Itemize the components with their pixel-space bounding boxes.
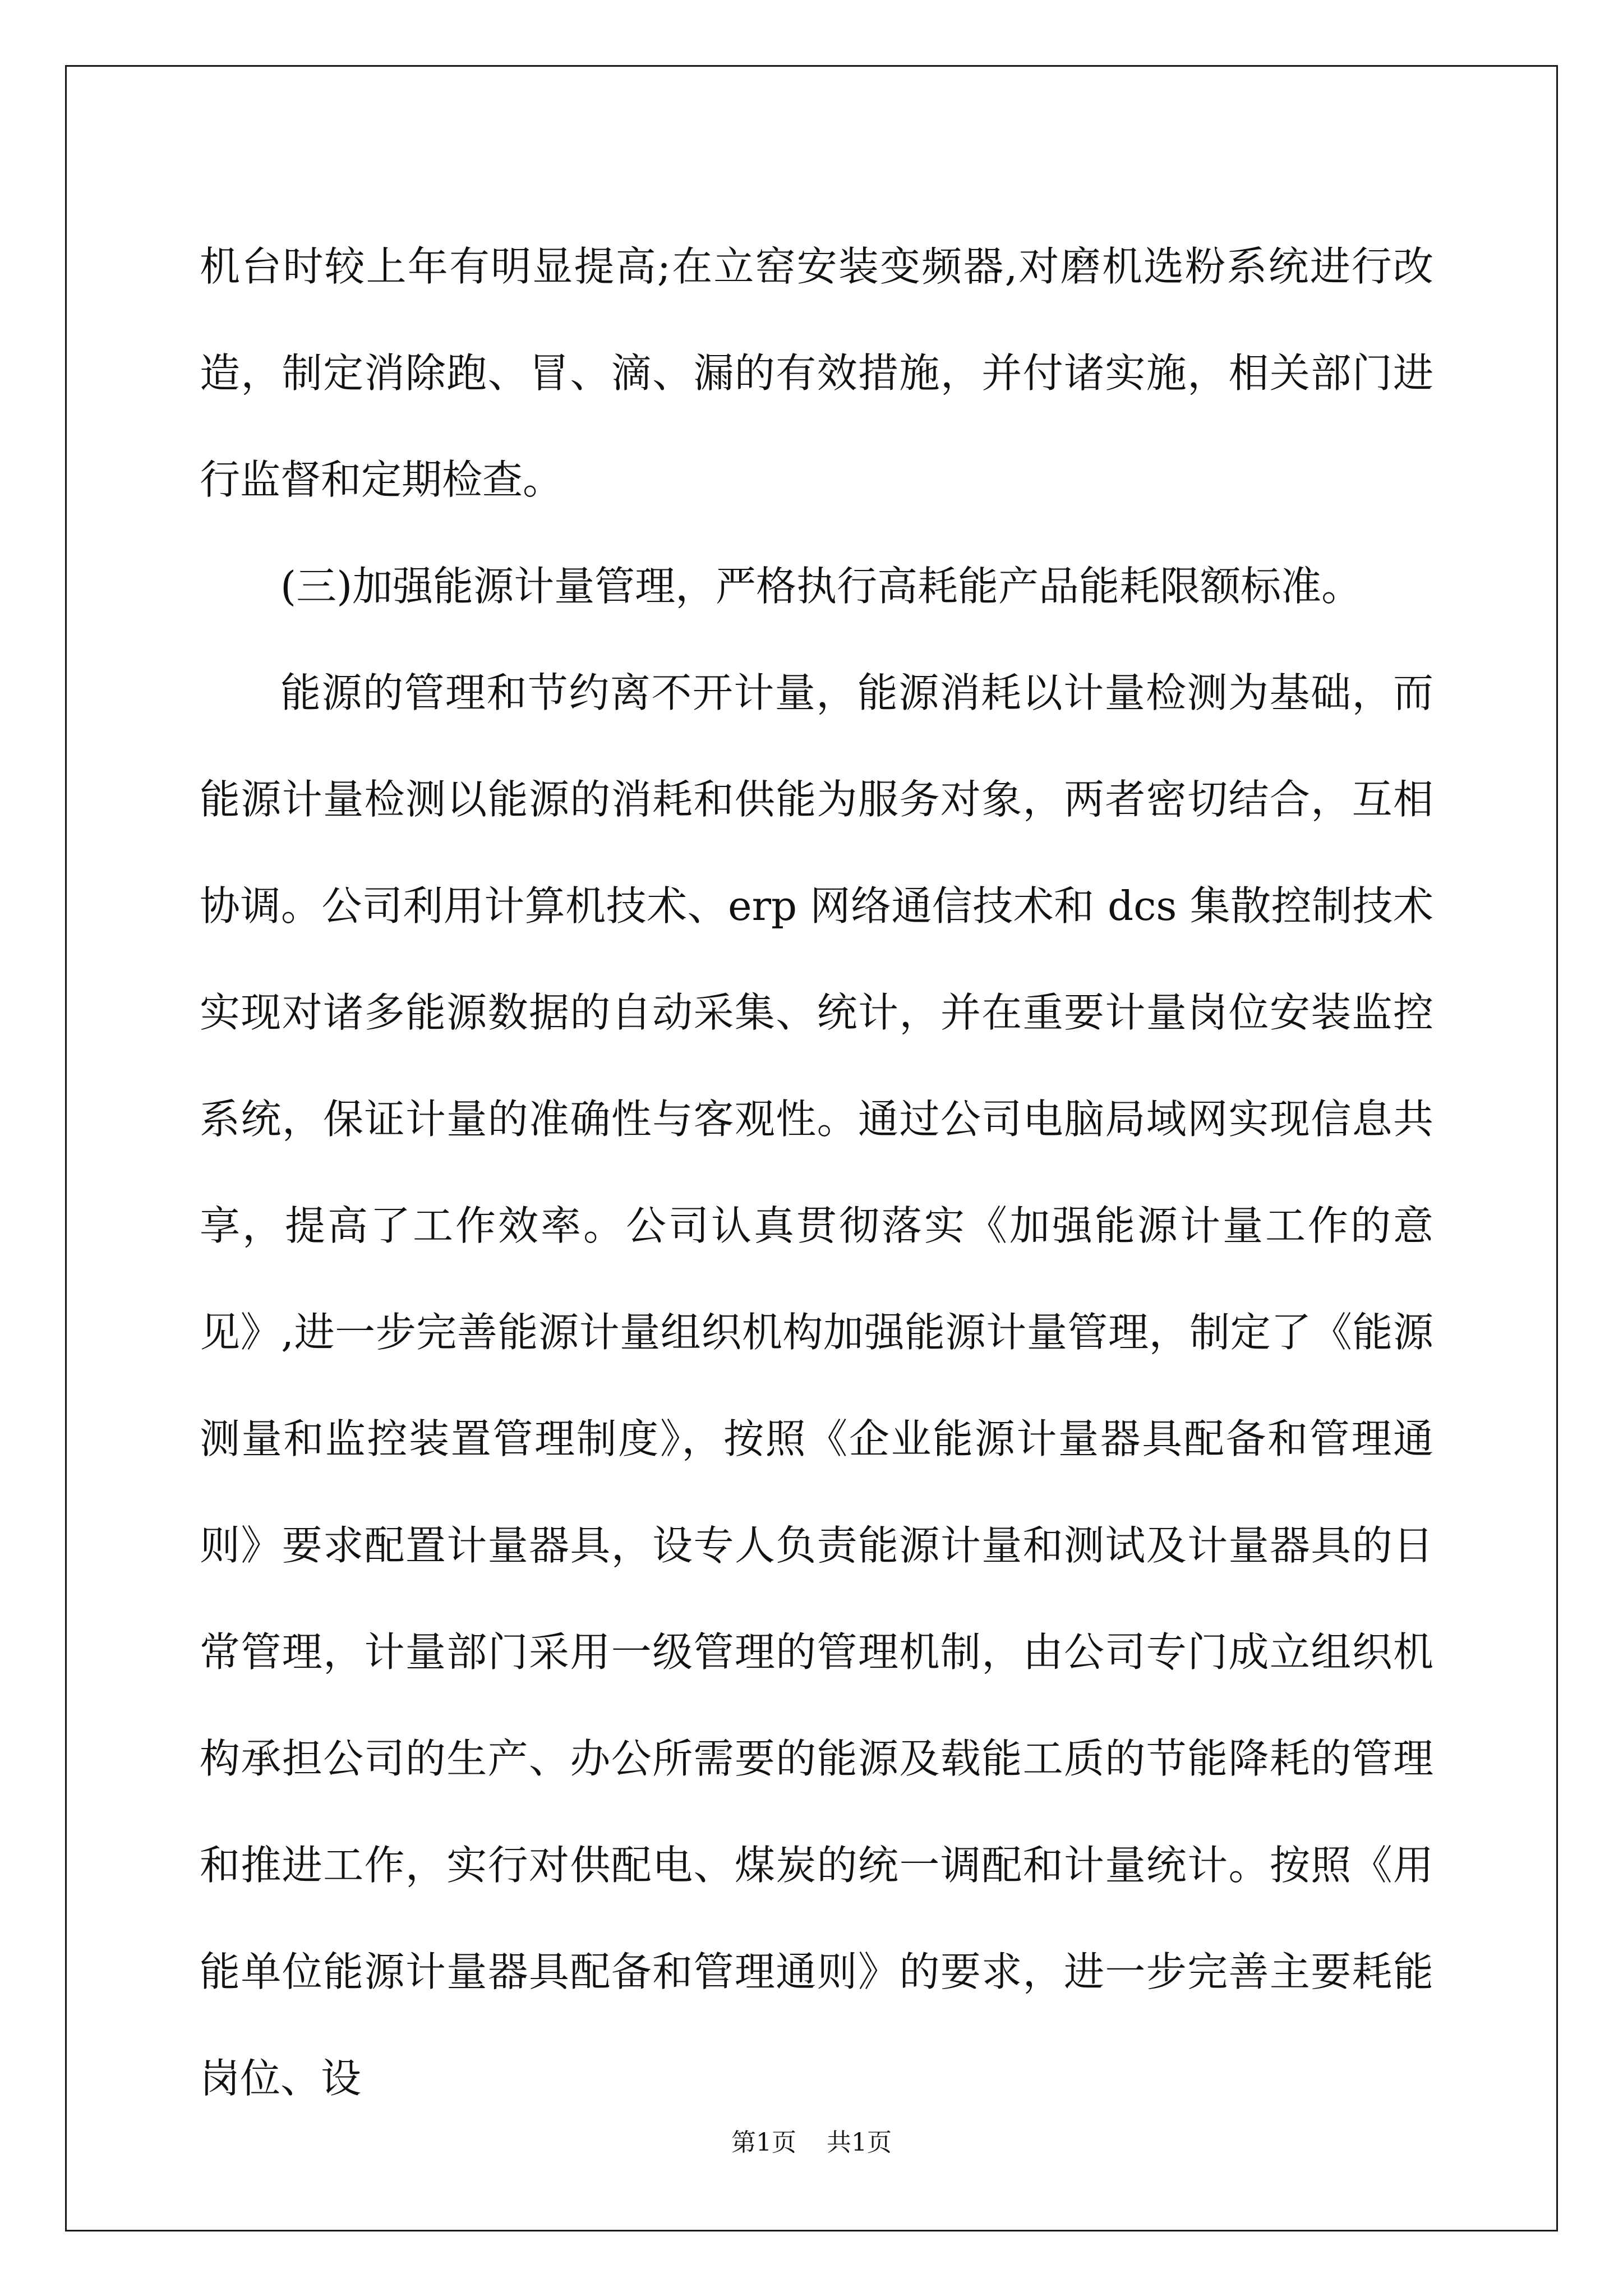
paragraph-2-heading: (三)加强能源计量管理，严格执行高耗能产品能耗限额标准。 [280, 563, 1362, 610]
page-total: 共1页 [827, 2128, 892, 2157]
paragraph-3: 能源的管理和节约离不开计量，能源消耗以计量检测为基础，而能源计量检测以能源的消耗和供能为服务对象，两者密切结合，互相协调。公司利用计算机技术、erp 网络通信技术和 dcs 集散控制技术实现对诸多能源数据的自动采集、统计，并在重要计量岗位安装监控系统，保证计量的准确性与客观性。通过公司电脑局域网实现信息共享，提高了工作效率。公司认真贯彻落实《加强能源计量工作的意见》,进一步完善能源计量组织机构加强能源计量管理，制定了《能源测量和监控装置管理制度》，按照《企业能源计量器具配备和管理通则》要求配置计量器具，设专人负责能源计量和测试及计量器具的日常管理，计量部门采用一级管理的管理机制，由公司专门成立组织机构承担公司的生产、办公所需要的能源及载能工质的节能降耗的管理和推进工作，实行对供配电、煤炭的统一调配和计量统计。按照《用能单位能源计量器具配备和管理通则》的要求，进一步完善主要耗能岗位、设 [200, 669, 1433, 2102]
paragraph-1: 机台时较上年有明显提高;在立窑安装变频器,对磨机选粉系统进行改造，制定消除跑、冒、滴、漏的有效措施，并付诸实施，相关部门进行监督和定期检查。 [200, 243, 1433, 503]
page-footer [0, 2126, 1623, 2160]
document-body [200, 213, 1433, 2132]
page-number: 第1页 [731, 2128, 796, 2157]
